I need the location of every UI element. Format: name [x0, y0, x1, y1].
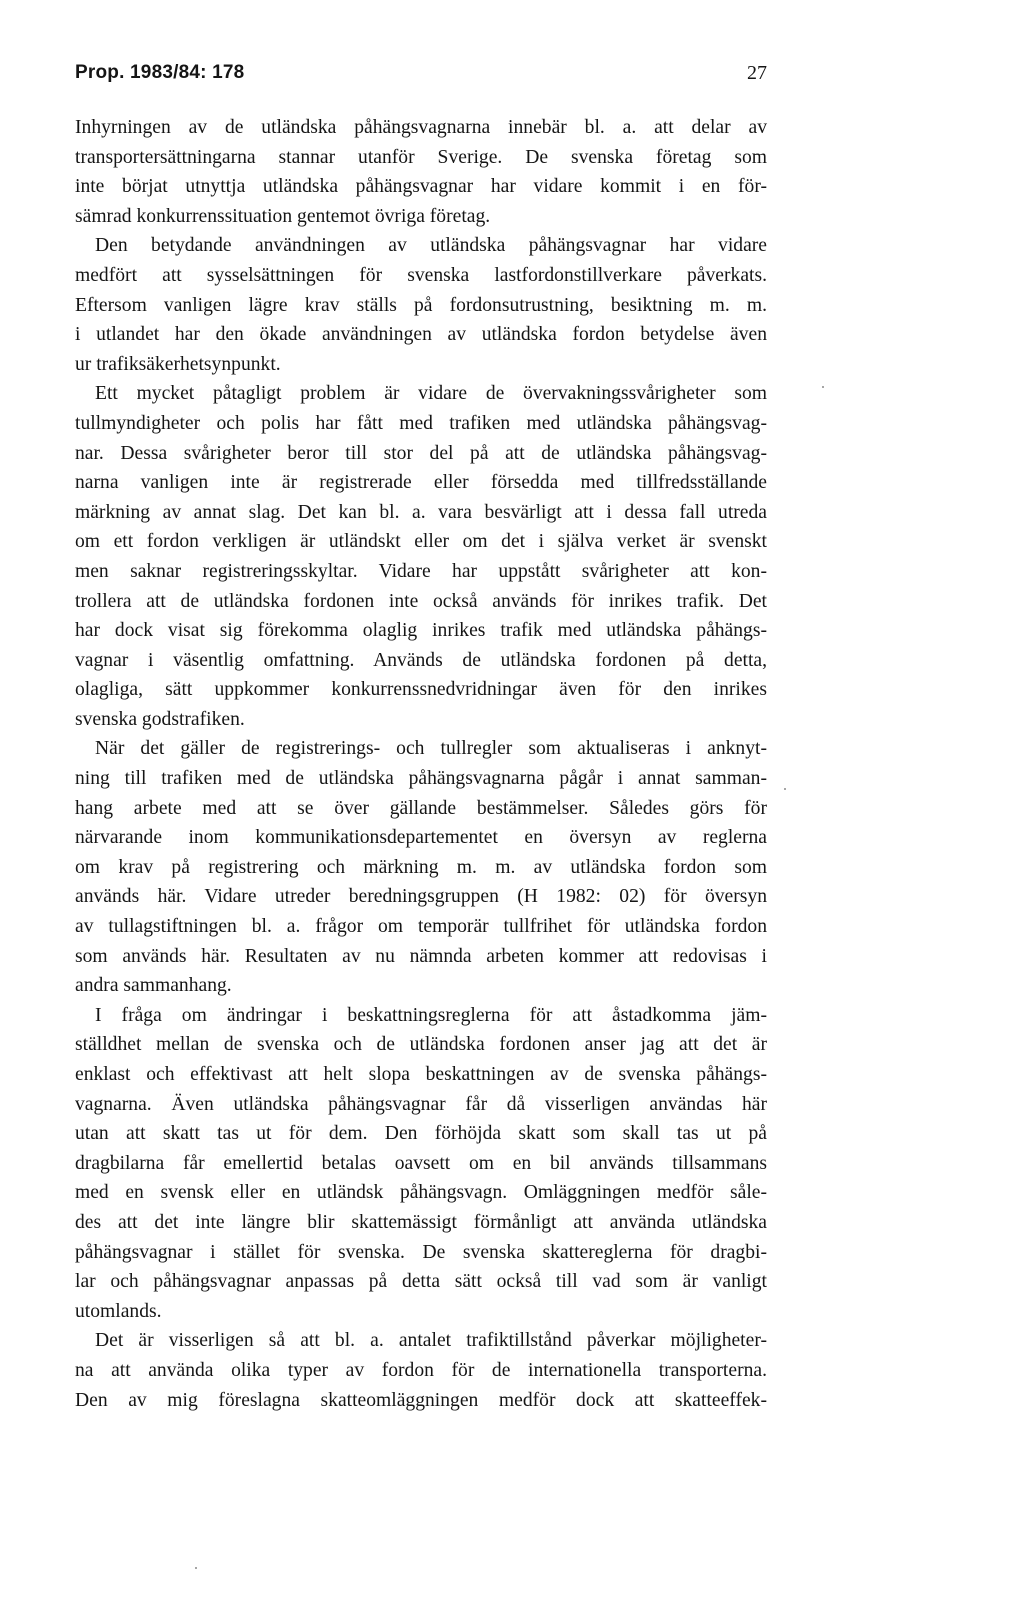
scan-speck: [784, 788, 786, 790]
text-line: utomlands.: [75, 1300, 162, 1322]
text-line: i utlandet har den ökade användningen av utländska fordon betydelse även: [75, 324, 767, 346]
text-line: enklast och effektivast att helt slopa beskattningen av de svenska påhängs-: [75, 1064, 767, 1085]
text-line: nar. Dessa svårigheter beror till stor del på att de utländska påhängsvag-: [75, 442, 767, 464]
text-line: olagliga, sätt uppkommer konkurrenssnedvridningar även för den inrikes: [75, 679, 767, 701]
text-line: men saknar registreringsskyltar. Vidare har uppstått svårigheter att kon-: [75, 560, 767, 582]
text-line: av tullagstiftningen bl. a. frågor om temporär tullfrihet för utländska fordon: [75, 916, 767, 938]
paragraph: [75, 734, 767, 1000]
text-line: inte börjat utnyttja utländska påhängsvagnar har vidare kommit i en för-: [75, 176, 767, 198]
text-line: lar och påhängsvagnar anpassas på detta sätt också till vad som är vanligt: [75, 1271, 767, 1293]
text-line: sämrad konkurrenssituation gentemot övriga företag.: [75, 205, 491, 227]
text-line: Eftersom vanligen lägre krav ställs på fordonsutrustning, besiktning m. m.: [75, 294, 767, 316]
paragraph: [75, 1326, 767, 1415]
text-line: svenska godstrafiken.: [75, 708, 245, 730]
text-line: hang arbete med att se över gällande bestämmelser. Således görs för: [75, 797, 767, 819]
text-line: om ett fordon verkligen är utländskt eller om det i själva verket är svenskt: [75, 531, 767, 553]
text-line: utan att skatt tas ut för dem. Den förhöjda skatt som skall tas ut på: [75, 1123, 767, 1145]
text-line: påhängsvagnar i stället för svenska. De svenska skattereglerna för dragbi-: [75, 1241, 767, 1263]
paragraph: [75, 231, 767, 379]
text-line: transportersättningarna stannar utanför Sverige. De svenska företag som: [75, 146, 767, 168]
text-line: vagnarna. Även utländska påhängsvagnar får då visserligen användas här: [75, 1093, 767, 1115]
text-line: används här. Vidare utreder beredningsgruppen (H 1982: 02) för översyn: [75, 886, 767, 908]
text-line: med en svensk eller en utländsk påhängsvagn. Omläggningen medför såle-: [75, 1182, 767, 1204]
text-line: medfört att sysselsättningen för svenska lastfordonstillverkare påverkats.: [75, 264, 767, 286]
text-line: des att det inte längre blir skattemässigt förmånligt att använda utländska: [75, 1211, 767, 1233]
text-line: dragbilarna får emellertid betalas oavsett om en bil används tillsammans: [75, 1152, 767, 1174]
text-line: märkning av annat slag. Det kan bl. a. vara besvärligt att i dessa fall utreda: [75, 501, 767, 523]
text-line: I fråga om ändringar i beskattningsreglerna för att åstadkomma jäm-: [95, 1004, 767, 1026]
document-reference: Prop. 1983/84: 178: [75, 62, 245, 83]
page-number: 27: [747, 62, 767, 84]
paragraph: [75, 379, 767, 734]
text-line: Inhyrningen av de utländska påhängsvagnarna innebär bl. a. att delar av: [75, 117, 767, 138]
text-line: ur trafiksäkerhetsynpunkt.: [75, 353, 281, 375]
text-line: närvarande inom kommunikationsdepartementet en översyn av reglerna: [75, 827, 767, 849]
text-line: trollera att de utländska fordonen inte också används för inrikes trafik. Det: [75, 590, 767, 612]
paragraph: [75, 1001, 767, 1327]
text-line: Den av mig föreslagna skatteomläggningen medför dock att skatteeffek-: [75, 1389, 767, 1411]
running-header: [75, 62, 767, 86]
text-line: andra sammanhang.: [75, 975, 232, 997]
scan-speck: [822, 386, 824, 388]
text-line: na att använda olika typer av fordon för de internationella transporterna.: [75, 1359, 767, 1381]
text-line: Ett mycket påtagligt problem är vidare de övervakningssvårigheter som: [95, 383, 767, 405]
text-line: om krav på registrering och märkning m. m. av utländska fordon som: [75, 856, 767, 878]
text-line: tullmyndigheter och polis har fått med trafiken med utländska påhängsvag-: [75, 412, 767, 434]
text-line: Det är visserligen så att bl. a. antalet trafiktillstånd påverkar möjligheter-: [95, 1330, 767, 1352]
text-line: ställdhet mellan de svenska och de utländska fordonen anser jag att det är: [75, 1034, 767, 1056]
text-line: När det gäller de registrerings- och tullregler som aktualiseras i anknyt-: [95, 738, 767, 760]
body-text: [75, 113, 767, 1415]
scan-speck: [195, 1567, 197, 1569]
text-line: ning till trafiken med de utländska påhängsvagnarna pågår i annat samman-: [75, 768, 767, 790]
text-line: har dock visat sig förekomma olaglig inrikes trafik med utländska påhängs-: [75, 620, 767, 642]
text-line: som används här. Resultaten av nu nämnda arbeten kommer att redovisas i: [75, 945, 767, 967]
text-line: narna vanligen inte är registrerade eller försedda med tillfredsställande: [75, 472, 767, 494]
text-line: vagnar i väsentlig omfattning. Används de utländska fordonen på detta,: [75, 649, 767, 671]
paragraph: [75, 113, 767, 231]
text-line: Den betydande användningen av utländska påhängsvagnar har vidare: [95, 235, 767, 257]
